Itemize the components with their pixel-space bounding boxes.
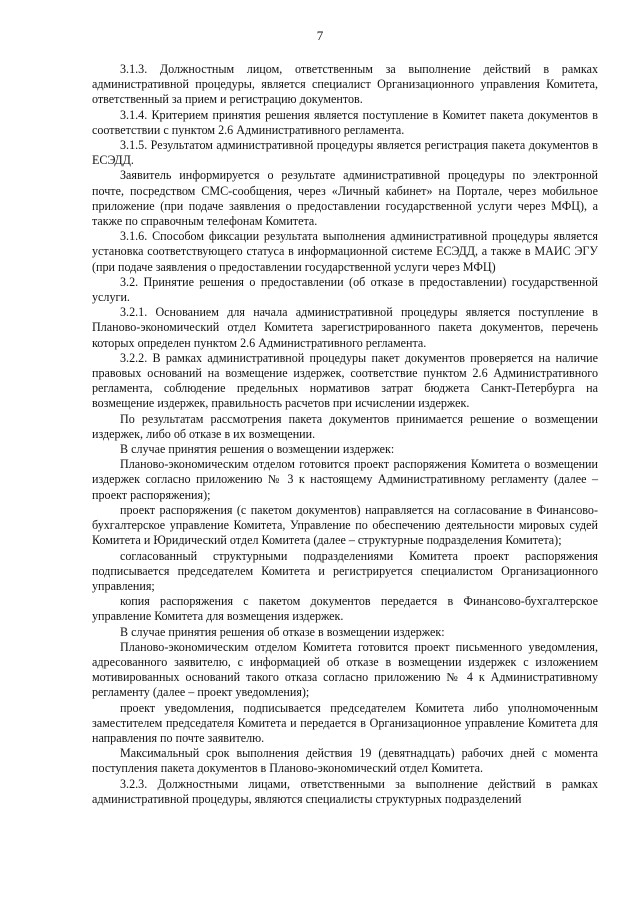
paragraph: Заявитель информируется о результате административной процедуры по электронной почте, посредством СМС-сообщения, через «Личный кабинет» на Портале, через мобильное приложение (при подаче заявления о предоставлении государственной услуги через МФЦ), а также по справочным телефонам Комитета. — [92, 168, 598, 229]
paragraph: В случае принятия решения о возмещении издержек: — [120, 442, 395, 457]
paragraph: 3.1.3. Должностным лицом, ответственным за выполнение действий в рамках административной процедуры, является специалист Организационного управления Комитета, ответственный за прием и регистрацию документов. — [92, 62, 598, 107]
paragraph: 3.2.2. В рамках административной процедуры пакет документов проверяется на наличие правовых оснований на возмещение издержек, соответствие пунктом 2.6 Административного регламента, соблюдение предельных нормативов затрат бюджета Санкт-Петербурга на возмещение издержек, правильность расчетов при исчислении издержек. — [92, 350, 598, 411]
paragraph: Планово-экономическим отделом готовится проект распоряжения Комитета о возмещении издержек согласно приложению № 3 к настоящему Административному регламенту (далее – проект распоряжения); — [92, 457, 598, 502]
paragraph: 3.2.3. Должностными лицами, ответственными за выполнение действий в рамках административной процедуры, являются специалисты структурных подразделений — [92, 776, 598, 806]
paragraph: Планово-экономическим отделом Комитета готовится проект письменного уведомления, адресованного заявителю, с информацией об отказе в возмещении издержек с изложением мотивированных оснований такого отказа согласно приложению № 4 к Административному регламенту (далее – проект уведомления); — [92, 639, 598, 700]
paragraph: 3.2. Принятие решения о предоставлении (об отказе в предоставлении) государственной услуги. — [92, 274, 598, 305]
paragraph: 3.1.6. Способом фиксации результата выполнения административной процедуры является установка соответствующего статуса в информационной системе ЕСЭДД, а также в МАИС ЭГУ (при подаче заявления о предоставлении государственной услуги через МФЦ) — [92, 229, 598, 274]
paragraph: копия распоряжения с пакетом документов передается в Финансово-бухгалтерское управление Комитета для возмещения издержек. — [92, 594, 598, 624]
paragraph: согласованный структурными подразделениями Комитета проект распоряжения подписывается председателем Комитета и регистрируется специалистом Организационного управления; — [92, 548, 598, 593]
paragraph: 3.1.5. Результатом административной процедуры является регистрация пакета документов в ЕСЭДД. — [92, 138, 598, 168]
paragraph: проект уведомления, подписывается председателем Комитета либо уполномоченным заместителем председателя Комитета и передается в Организационное управление Комитета для направления по почте заявителю. — [92, 700, 598, 745]
page-number: 7 — [316, 28, 324, 43]
paragraph: 3.2.1. Основанием для начала административной процедуры является поступление в Планово-экономический отдел Комитета зарегистрированного пакета документов, перечень которых определен пунктом 2.6 Административного регламента. — [92, 305, 598, 350]
paragraph: Максимальный срок выполнения действия 19 (девятнадцать) рабочих дней с момента поступления пакета документов в Планово-экономический отдел Комитета. — [92, 746, 598, 776]
paragraph: По результатам рассмотрения пакета документов принимается решение о возмещении издержек, либо об отказе в их возмещении. — [92, 411, 598, 441]
document-body — [92, 62, 598, 807]
paragraph: проект распоряжения (с пакетом документов) направляется на согласование в Финансово-бухгалтерское управление Комитета, Управление по обеспечению деятельности мировых судей Комитета и Юридический отдел Комитета (далее – структурные подразделения Комитета); — [92, 502, 598, 548]
paragraph: В случае принятия решения об отказе в возмещении издержек: — [120, 624, 445, 639]
paragraph: 3.1.4. Критерием принятия решения является поступление в Комитет пакета документов в соответствии с пунктом 2.6 Административного регламента. — [92, 107, 598, 137]
